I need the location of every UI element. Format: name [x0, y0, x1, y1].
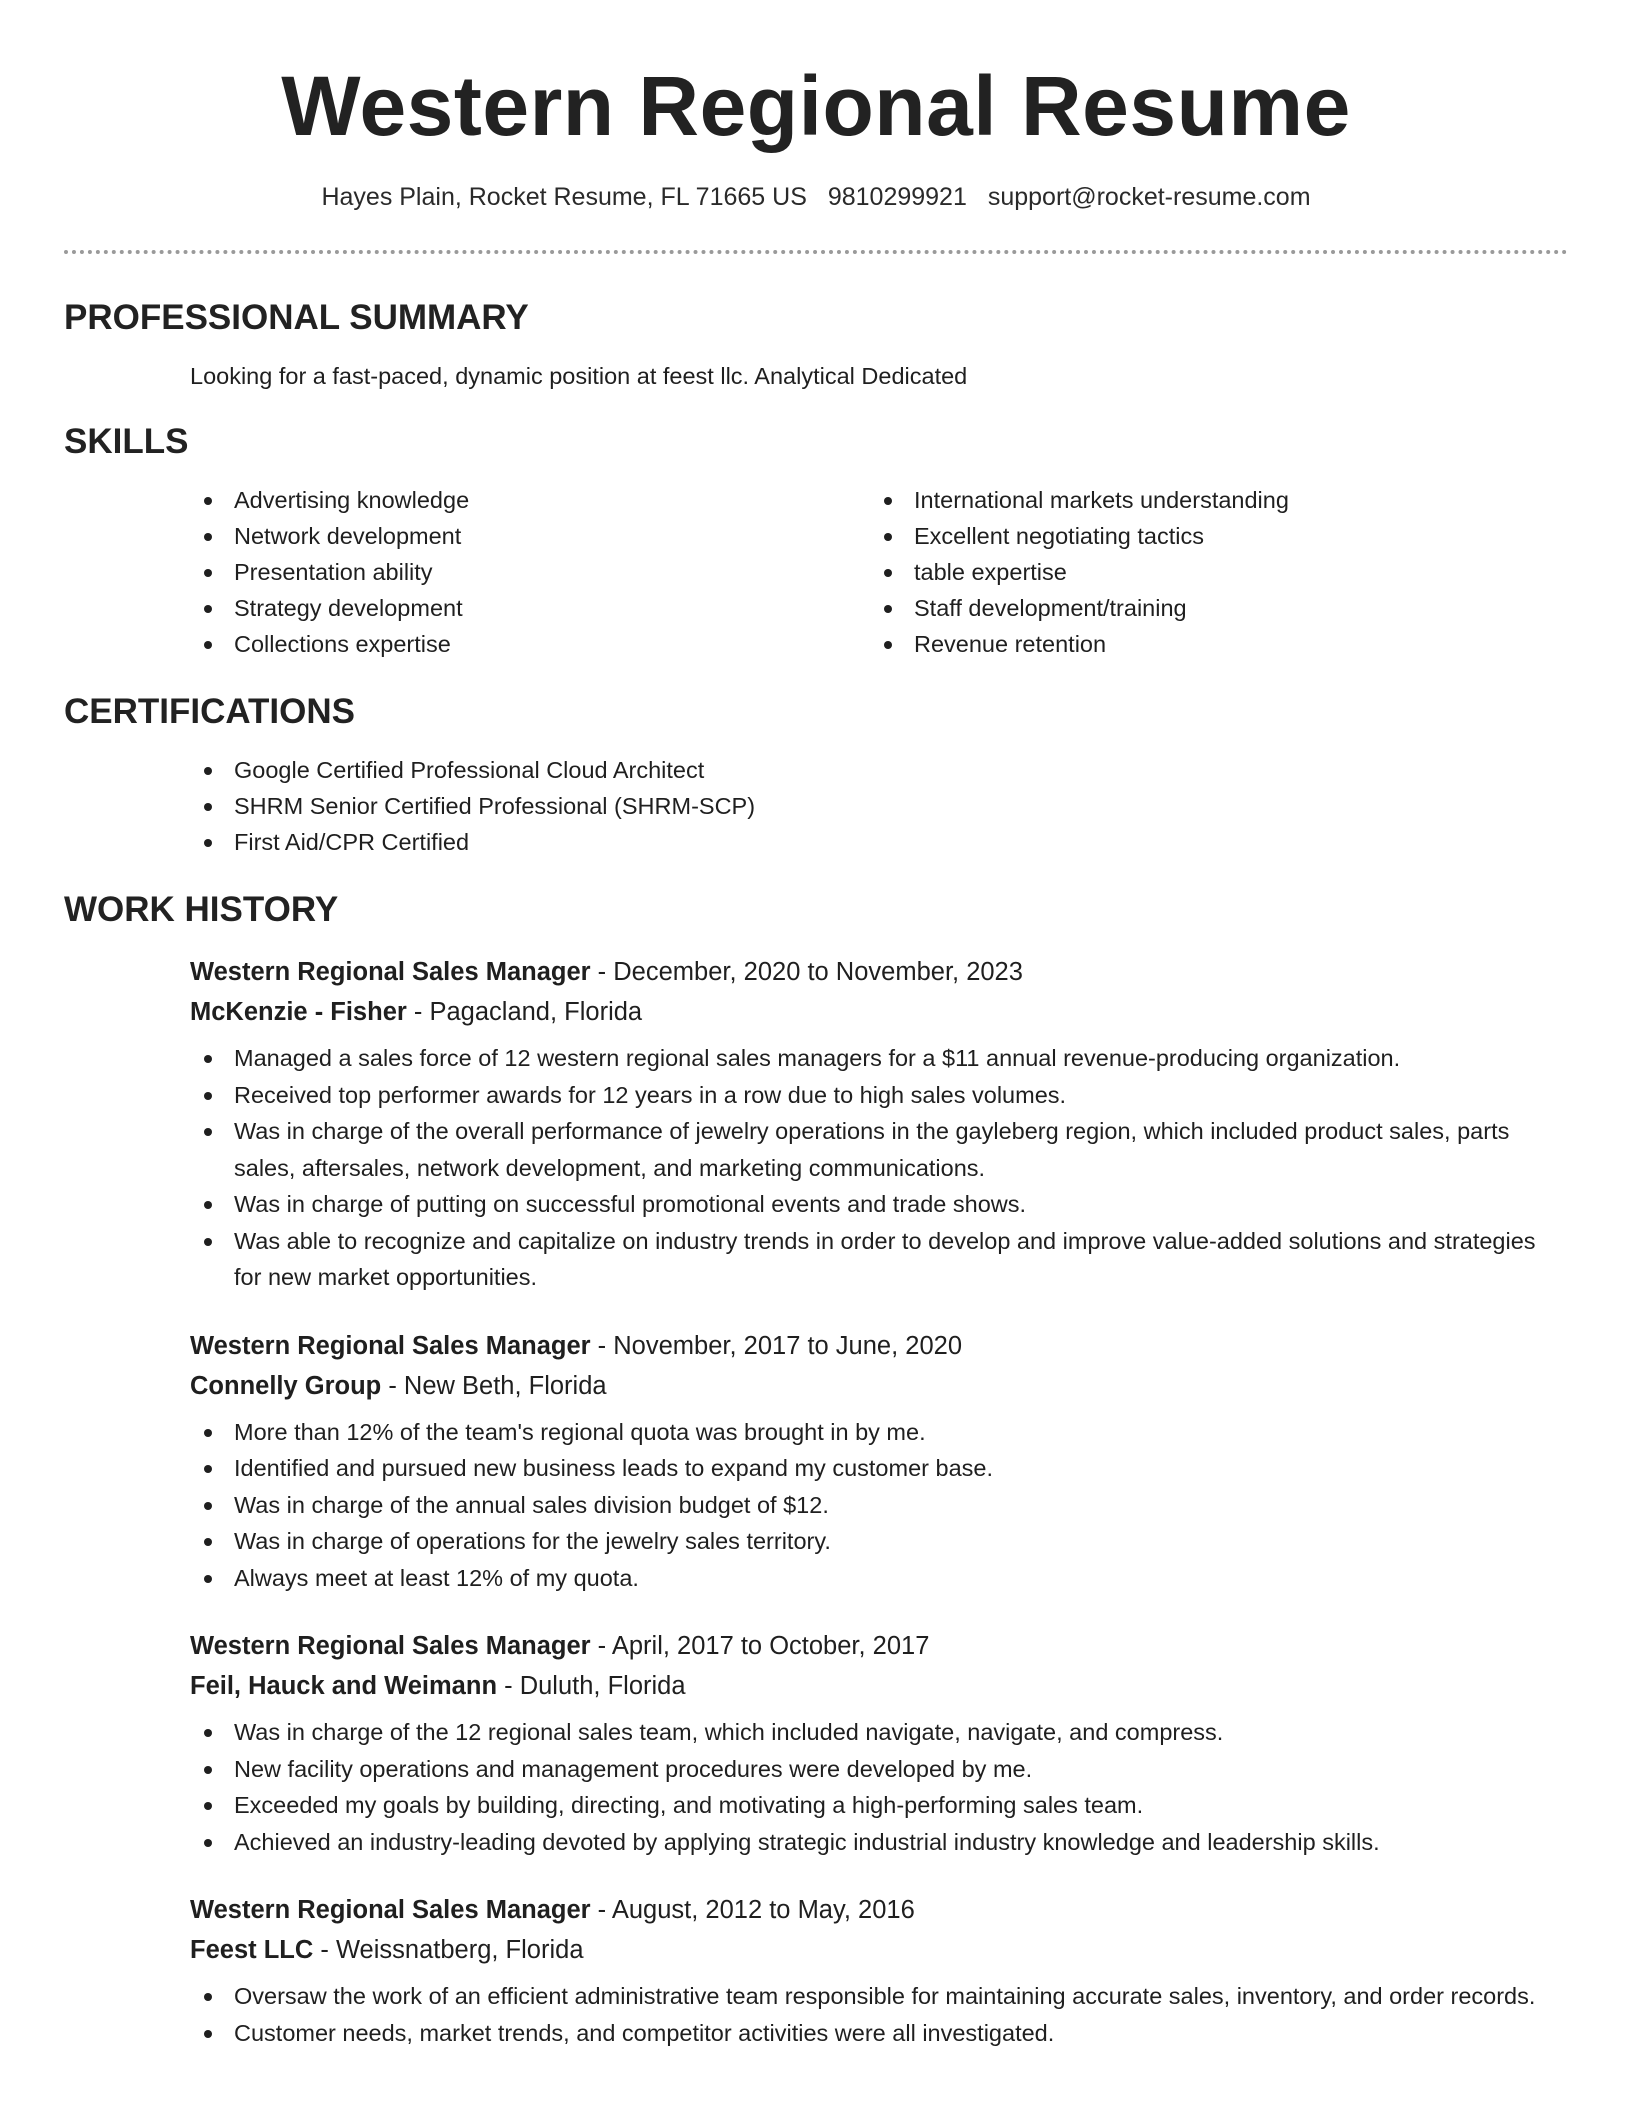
job-company: Connelly Group: [190, 1371, 382, 1400]
skill-item: Presentation ability: [190, 554, 870, 590]
job-company-line: [190, 992, 1568, 1032]
job-role: Western Regional Sales Manager: [190, 958, 591, 986]
job-bullet: Achieved an industry-leading devoted by applying strategic industrial industry knowledge and leadership skills.: [190, 1824, 1568, 1861]
skill-item: Strategy development: [190, 590, 870, 626]
job-bullet: Was in charge of the 12 regional sales team, which included navigate, navigate, and compress.: [190, 1714, 1568, 1751]
work-history-title: WORK HISTORY: [64, 890, 339, 929]
job-bullet: New facility operations and management procedures were developed by me.: [190, 1751, 1568, 1788]
job-company: Feest LLC: [190, 1936, 314, 1964]
job-location: - New Beth, Florida: [381, 1371, 607, 1400]
skill-item: table expertise: [870, 554, 1550, 590]
summary-section: [64, 296, 1568, 392]
job-dates: - December, 2020 to November, 2023: [590, 958, 1023, 986]
skill-item: International markets understanding: [870, 482, 1550, 518]
job-bullet: Was in charge of the overall performance of jewelry operations in the gayleberg region, which included product sales, parts sales, aftersales, network development, and marketing communications.: [190, 1113, 1568, 1186]
job-bullet: Always meet at least 12% of my quota.: [190, 1560, 1568, 1597]
job-location: - Duluth, Florida: [497, 1672, 686, 1700]
skills-list-left: [190, 482, 870, 662]
job-bullet: Exceeded my goals by building, directing, and motivating a high-performing sales team.: [190, 1787, 1568, 1824]
job-bullets: [190, 1040, 1568, 1296]
certification-item: First Aid/CPR Certified: [190, 824, 1568, 860]
summary-text: Looking for a fast-paced, dynamic position at feest llc. Analytical Dedicated: [190, 363, 968, 389]
skill-item: Revenue retention: [870, 626, 1550, 662]
certifications-title: CERTIFICATIONS: [64, 692, 356, 731]
job-bullet: More than 12% of the team's regional quota was brought in by me.: [190, 1414, 1568, 1451]
job-role: Western Regional Sales Manager: [190, 1331, 591, 1360]
job-entry: [190, 952, 1568, 1296]
header-divider: [64, 250, 1568, 254]
skill-item: Network development: [190, 518, 870, 554]
job-company-line: [190, 1366, 1568, 1406]
job-title-line: [190, 952, 1568, 992]
job-dates: - November, 2017 to June, 2020: [590, 1331, 962, 1360]
job-location: - Pagacland, Florida: [406, 998, 643, 1026]
contact-email: support@rocket-resume.com: [987, 183, 1311, 211]
job-bullet: Was in charge of the annual sales division budget of $12.: [190, 1487, 1568, 1524]
job-dates: - April, 2017 to October, 2017: [590, 1632, 930, 1660]
skills-section: [64, 420, 1568, 662]
job-bullets: [190, 1714, 1568, 1860]
job-dates: - August, 2012 to May, 2016: [590, 1896, 915, 1924]
jobs-list: [190, 952, 1568, 2051]
job-bullet: Was able to recognize and capitalize on industry trends in order to develop and improve value-added solutions and strategies for new market opportunities.: [190, 1223, 1568, 1296]
job-entry: [190, 1326, 1568, 1597]
job-entry: [190, 1890, 1568, 2051]
job-title-line: [190, 1890, 1568, 1930]
skills-columns: [190, 482, 1568, 662]
job-company-line: [190, 1930, 1568, 1970]
job-company-line: [190, 1666, 1568, 1706]
job-entry: [190, 1626, 1568, 1860]
job-bullet: Was in charge of putting on successful promotional events and trade shows.: [190, 1186, 1568, 1223]
job-bullets: [190, 1978, 1568, 2051]
job-bullet: Oversaw the work of an efficient administrative team responsible for maintaining accurate sales, inventory, and order records.: [190, 1978, 1568, 2015]
contact-line: [0, 180, 1632, 214]
job-role: Western Regional Sales Manager: [190, 1896, 591, 1924]
work-history-section: [64, 888, 1568, 2051]
job-role: Western Regional Sales Manager: [190, 1632, 591, 1660]
certification-item: Google Certified Professional Cloud Architect: [190, 752, 1568, 788]
skill-item: Advertising knowledge: [190, 482, 870, 518]
resume-name: Western Regional Resume: [281, 59, 1351, 153]
certification-item: SHRM Senior Certified Professional (SHRM-SCP): [190, 788, 1568, 824]
certifications-list: [190, 752, 1568, 860]
skill-item: Staff development/training: [870, 590, 1550, 626]
job-bullet: Customer needs, market trends, and competitor activities were all investigated.: [190, 2015, 1568, 2052]
skills-title: SKILLS: [64, 422, 189, 461]
job-title-line: [190, 1326, 1568, 1366]
contact-address: Hayes Plain, Rocket Resume, FL 71665 US: [321, 183, 807, 211]
job-bullet: Was in charge of operations for the jewelry sales territory.: [190, 1523, 1568, 1560]
skill-item: Excellent negotiating tactics: [870, 518, 1550, 554]
job-bullet: Received top performer awards for 12 years in a row due to high sales volumes.: [190, 1077, 1568, 1114]
resume-content: [64, 296, 1568, 2081]
job-bullet: Managed a sales force of 12 western regional sales managers for a $11 annual revenue-producing organization.: [190, 1040, 1568, 1077]
job-bullets: [190, 1414, 1568, 1597]
job-company: Feil, Hauck and Weimann: [190, 1672, 498, 1700]
job-title-line: [190, 1626, 1568, 1666]
job-location: - Weissnatberg, Florida: [313, 1936, 584, 1964]
certifications-section: [64, 690, 1568, 860]
summary-title: PROFESSIONAL SUMMARY: [64, 298, 529, 337]
resume-header: [0, 0, 1632, 214]
job-bullet: Identified and pursued new business leads to expand my customer base.: [190, 1450, 1568, 1487]
contact-phone: 9810299921: [827, 183, 967, 211]
job-company: McKenzie - Fisher: [190, 998, 407, 1026]
skills-list-right: [870, 482, 1550, 662]
skill-item: Collections expertise: [190, 626, 870, 662]
